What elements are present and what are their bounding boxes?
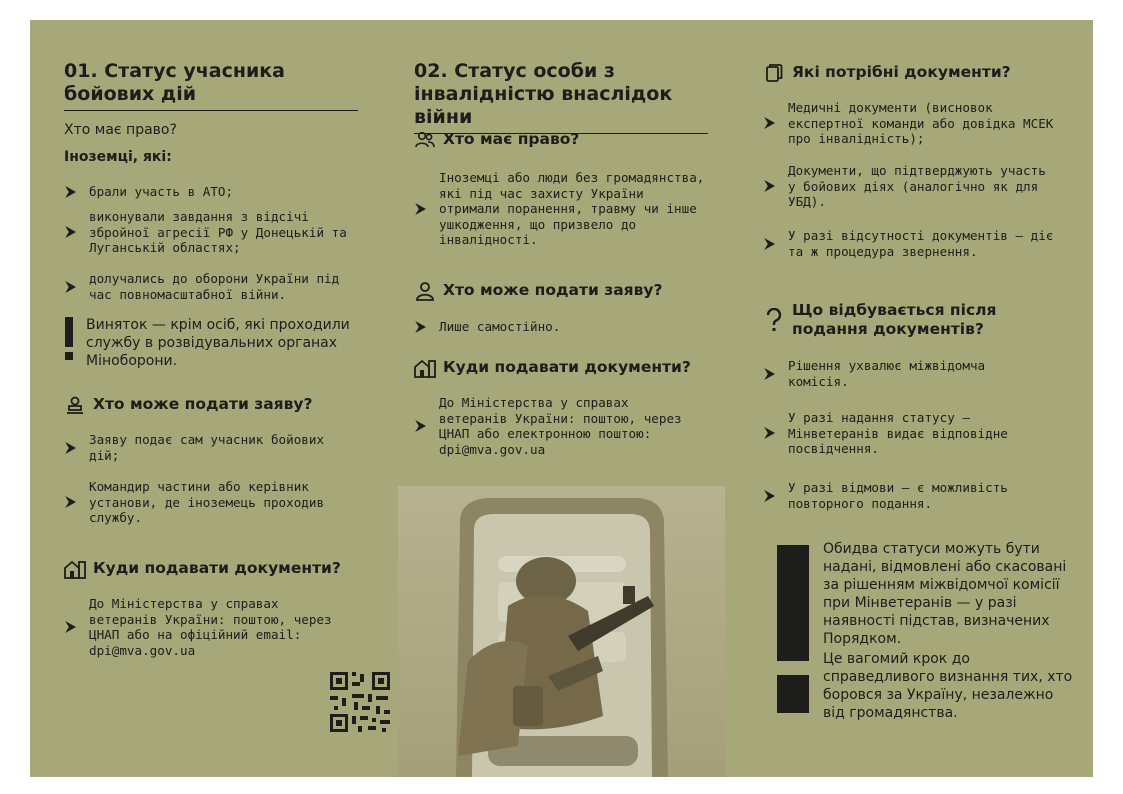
exception-note: Виняток — крім осіб, які проходили службу в розвідувальних органах Міноборони. bbox=[86, 317, 350, 369]
section1-title: 01. Статус учасника бойових дій bbox=[64, 60, 285, 105]
statuses-note: Обидва статуси можуть бути надані, відмовлені або скасовані за рішенням міжвідомчої комісії при Мінветеранів — у разі наявності підстав, визначених Порядком. bbox=[823, 541, 1067, 647]
column-1 bbox=[64, 20, 364, 777]
chevron-right-icon bbox=[64, 226, 76, 238]
who-eligible-label: Хто має право? bbox=[64, 122, 177, 138]
section2-title-block bbox=[414, 60, 708, 134]
section1-where-heading: Куди подавати документи? bbox=[64, 559, 364, 579]
list-item: У разі відсутності документів — діє та ж процедура звернення. bbox=[763, 228, 1073, 259]
list-item: У разі відмови — є можливість повторного подання. bbox=[763, 480, 1073, 511]
list-item: До Міністерства у справах ветеранів України: поштою, через ЦНАП або на офіційний email: dpi@mva.gov.ua bbox=[64, 596, 364, 658]
section3-after-heading: Що відбувається після подання документів? bbox=[763, 301, 1053, 341]
large-exclamation-icon-bar bbox=[777, 545, 809, 661]
chevron-right-icon bbox=[763, 117, 775, 129]
column-3 bbox=[763, 20, 1073, 777]
section1-title-block bbox=[64, 60, 358, 111]
document-icon bbox=[763, 63, 785, 83]
chevron-right-icon bbox=[64, 496, 76, 508]
qr-code bbox=[328, 670, 392, 734]
section2-who-can-apply-heading: Хто може подати заяву? bbox=[414, 281, 714, 301]
building-icon bbox=[414, 358, 436, 378]
brochure-sheet bbox=[30, 20, 1093, 777]
chevron-right-icon bbox=[763, 490, 775, 502]
chevron-right-icon bbox=[64, 442, 76, 454]
large-exclamation-icon-dot bbox=[777, 675, 809, 713]
person-laptop-icon bbox=[64, 395, 86, 415]
list-item: До Міністерства у справах ветеранів України: поштою, через ЦНАП або електронною поштою: dpi@mva.gov.ua bbox=[414, 395, 714, 457]
chevron-right-icon bbox=[763, 238, 775, 250]
list-item: Іноземці або люди без громадянства, які під час захисту України отримали поранення, травму чи інше ушкодження, що призвело до інвалідності. bbox=[414, 170, 714, 248]
question-icon bbox=[763, 301, 785, 341]
person-icon bbox=[414, 281, 436, 301]
list-item: Рішення ухвалює міжвідомча комісія. bbox=[763, 358, 1073, 389]
list-item: Заяву подає сам учасник бойових дій; bbox=[64, 432, 364, 463]
soldier-phone-illustration bbox=[398, 486, 725, 777]
section2-title: 02. Статус особи з інвалідністю внаслідок війни bbox=[414, 60, 673, 128]
building-icon bbox=[64, 559, 86, 579]
section1-who-can-apply-heading: Хто може подати заяву? bbox=[64, 395, 364, 415]
exclamation-icon-dot bbox=[65, 352, 73, 360]
exclamation-icon-bar bbox=[65, 317, 73, 347]
chevron-right-icon bbox=[414, 321, 426, 333]
chevron-right-icon bbox=[414, 420, 426, 432]
list-item: Документи, що підтверджують участь у бойових діях (аналогічно як для УБД). bbox=[763, 163, 1073, 210]
recognition-note: Це вагомий крок до справедливого визнання тих, хто боровся за Україну, незалежно від громадянства. bbox=[823, 651, 1073, 721]
people-icon bbox=[414, 130, 436, 150]
list-item: долучались до оборони України під час повномасштабної війни. bbox=[64, 271, 364, 302]
list-item: Лише самостійно. bbox=[414, 319, 714, 335]
chevron-right-icon bbox=[763, 427, 775, 439]
foreigners-who-label: Іноземці, які: bbox=[64, 149, 172, 165]
section2-where-heading: Куди подавати документи? bbox=[414, 358, 714, 378]
list-item: виконували завдання з відсічі збройної агресії РФ у Донецькій та Луганській областях; bbox=[64, 209, 364, 256]
chevron-right-icon bbox=[763, 180, 775, 192]
list-item: Медичні документи (висновок експертної команди або довідка МСЕК про інвалідність); bbox=[763, 100, 1073, 147]
section2-who-eligible-heading: Хто має право? bbox=[414, 130, 714, 150]
list-item: брали участь в АТО; bbox=[64, 184, 364, 200]
chevron-right-icon bbox=[763, 368, 775, 380]
chevron-right-icon bbox=[414, 203, 426, 215]
chevron-right-icon bbox=[64, 621, 76, 633]
chevron-right-icon bbox=[64, 281, 76, 293]
list-item: У разі надання статусу — Мінветеранів видає відповідне посвідчення. bbox=[763, 410, 1073, 457]
list-item: Командир частини або керівник установи, де іноземець проходив службу. bbox=[64, 479, 364, 526]
section3-docs-heading: Які потрібні документи? bbox=[763, 63, 1073, 83]
chevron-right-icon bbox=[64, 186, 76, 198]
